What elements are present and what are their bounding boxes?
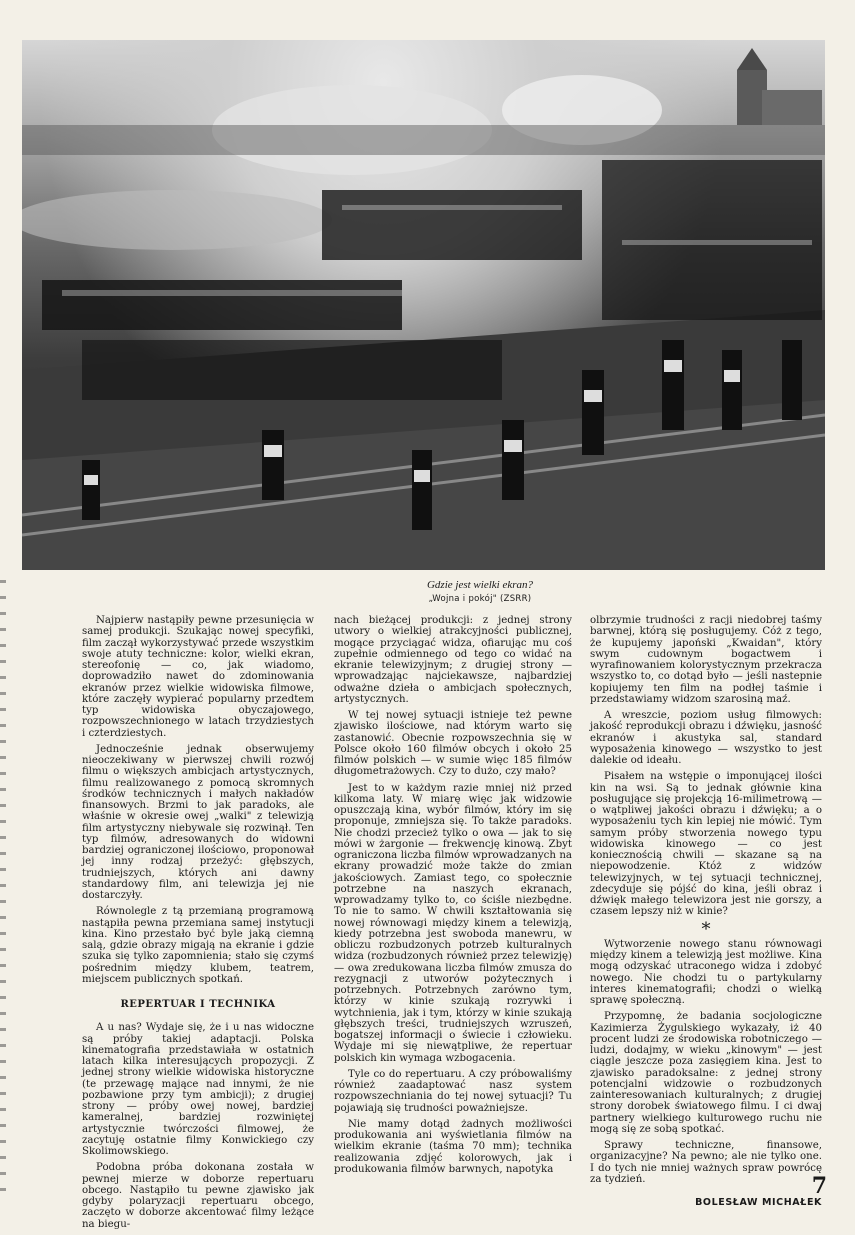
paragraph: Jednocześnie jednak obserwujemy nieoczekiwany w pierwszej chwili rozwój filmu o większych ambicjach artystycznych, filmu realizowanego z pomocą skromnych środków technicznych i małych nakładów finansowych. Brzmi to jak paradoks, ale właśnie w okresie owej „walki" z telewizją film artystyczny niebywale się rozwinął. Ten typ filmów, adresowanych do widowni bardziej ograniczonej ilościowo, proponował jej inny rodzaj przeżyć: głębszych, trudniejszych, których ani dawny standardowy film, ani telewizja jej nie dostarczyły. (82, 743, 314, 901)
caption-source: „Wojna i pokój" (ZSRR) (428, 594, 532, 604)
paragraph: Podobna próba dokonana została w pewnej mierze w doborze repertuaru obcego. Nastąpiło tu pewne zjawisko jak gdyby polaryzacji repertuaru obcego, zaczęto w doborze akcentować filmy leżące na biegu- (82, 1162, 314, 1230)
paragraph: Wytworzenie nowego stanu równowagi między kinem a telewizją jest możliwe. Kina mogą odzyskać utraconego widza i zdobyć nowego. Nie chodzi tu o partykularny interes kinematografii; chodzi o wielką sprawę społeczną. (590, 938, 822, 1006)
article-column-3 (590, 615, 822, 1208)
paragraph: W tej nowej sytuacji istnieje też pewne zjawisko ilościowe, nad którym warto się zastanowić. Obecnie rozpowszechnia się w Polsce około 160 filmów obcych i około 25 filmów polskich — w sumie więc 185 filmów długometrażowych. Czy to dużo, czy mało? (334, 710, 572, 778)
battle-scene-illustration (22, 40, 825, 570)
paragraph: Najpierw nastąpiły pewne przesunięcia w samej produkcji. Szukając nowej specyfiki, film zaczął wykorzystywać przede wszystkim swoje atuty techniczne: kolor, wielki ekran, stereofonię — co, jak wiadomo, doprowadziło nawet do zdominowania ekranów przez wielkie widowiska filmowe, które zaczęły wypierać popularny przedtem typ widowiska obyczajowego, rozpowszechnionego w latach trzydziestych i czterdziestych. (82, 615, 314, 739)
caption-title: Gdzie jest wielki ekran? (426, 579, 533, 591)
photo-caption (330, 578, 630, 606)
paragraph: Tyle co do repertuaru. A czy próbowaliśmy również zaadaptować nasz system rozpowszechniania do tej nowej sytuacji? Tu pojawiają się trudności poważniejsze. (334, 1068, 572, 1114)
film-still-photo (22, 40, 825, 570)
paragraph: Sprawy techniczne, finansowe, organizacyjne? Na pewno; ale nie tylko one. I do tych nie mniej ważnych spraw powrócę za tydzień. (590, 1140, 822, 1185)
paragraph: Pisałem na wstępie o imponującej ilości kin na wsi. Są to jednak głównie kina posługujące się projekcją 16-milimetrową — o wątpliwej jakości obrazu i dźwięku; a o wyposażeniu tych kin lepiej nie mówić. Tym samym próby stworzenia nowego typu widowiska kinowego — co jest koniecznością chwili — skazane są na niepowodzenie. Któż z widzów telewizyjnych, w tej sytuacji technicznej, zdecyduje się pójść do kina, jeśli obraz i dźwięk małego telewizora jest nie gorszy, a czasem lepszy niż w kinie? (590, 771, 822, 918)
paragraph: Nie mamy dotąd żadnych możliwości produkowania ani wyświetlania filmów na wielkim ekranie (taśma 70 mm); technika realizowania zdjęć kolorowych, jak i produkowania filmów barwnych, napotyka (334, 1118, 572, 1175)
paragraph: Przypomnę, że badania socjologiczne Kazimierza Żygulskiego wykazały, iż 40 procent ludzi ze środowiska robotniczego — ludzi, dodajmy, w wieku „kinowym" — jest ciągle jeszcze poza zasięgiem kina. Jest to zjawisko paradoksalne: z jednej strony potencjalni widzowie o rozbudzonych zainteresowaniach kulturalnych; z drugiej strony dorobek światowego filmu. I ci dwaj partnery wielkiego kulturowego ruchu nie mogą się ze sobą spotkać. (590, 1011, 822, 1135)
article-column-1 (82, 615, 314, 1235)
paragraph: Równolegle z tą przemianą programową nastąpiła pewna przemiana samej instytucji kina. Kino przestało być byle jaką ciemną salą, gdzie obrazy migają na ekranie i gdzie szuka się tylko zapomnienia; stało się czymś pośrednim między klubem, teatrem, miejscem publicznych spotkań. (82, 906, 314, 985)
author-byline: BOLESŁAW MICHAŁEK (695, 1197, 822, 1208)
paragraph: olbrzymie trudności z racji niedobrej taśmy barwnej, którą się posługujemy. Cóż z tego, że kupujemy japoński „Kwaidan", który swym cudownym bogactwem i wyrafinowaniem kolorystycznym przekracza wszystko to, co dotąd było — jeśli nastepnie kopiujemy ten film na podłej taśmie i przedstawiamy widzom szarosiną maź. (590, 615, 822, 705)
paragraph: Jest to w każdym razie mniej niż przed kilkoma laty. W miarę więc jak widzowie opuszczają kina, wybór filmów, który im się proponuje, zmniejsza się. To także paradoks. Nie chodzi przecież tylko o owa — jak to się mówi w żargonie — frekwencję kinową. Zbyt ograniczona liczba filmów wprowadzanych na ekrany prowadzić może także do zmian jakościowych. Zamiast tego, co społecznie potrzebne na naszych ekranach, wprowadzamy tylko to, co ściśle niezbędne. To nie to samo. W chwili kształtowania się nowej równowagi między kinem a telewizją, kiedy potrzebna jest swoboda manewru, w obliczu rozbudzonych potrzeb kulturalnych widza (rozbudzonych również przez telewizję) — owa zredukowana liczba filmów zmusza do rezygnacji z utworów pożytecznych i potrzebnych. Potrzebnych zarówno tym, którzy w kinie szukają rozrywki i wytchnienia, jak i tym, którzy w kinie szukają głębszych treści, trudniejszych wzruszeń, bogatszej informacji o świecie i człowieku. Wydaje mi się niewątpliwe, że repertuar polskich kin wymaga wzbogacenia. (334, 782, 572, 1064)
paragraph: nach bieżącej produkcji: z jednej strony utwory o wielkiej atrakcyjności publicznej, mogące przyciągać widza, ofiarując mu coś zupełnie odmiennego od tego co widać na ekranie telewizyjnym; z drugiej strony — wprowadzając najciekawsze, najbardziej odważne dzieła o ambicjach społecznych, artystycznych. (334, 615, 572, 705)
paragraph: A u nas? Wydaje się, że i u nas widoczne są próby takiej adaptacji. Polska kinematografia przedstawiała w ostatnich latach kilka interesujących propozycji. Z jednej strony wielkie widowiska historyczne (te przewagę mające nad innymi, że nie pozbawione przy tym ambicji); z drugiej strony — próby owej nowej, bardziej kameralnej, bardziej rozwiniętej artystycznie twórczości filmowej, że zacytuję ostatnie filmy Konwickiego czy Skolimowskiego. (82, 1022, 314, 1157)
paragraph: A wreszcie, poziom usług filmowych: jakość reprodukcji obrazu i dźwięku, jasność ekranów i akustyka sal, standard wyposażenia kinowego — wszystko to jest dalekie od ideału. (590, 710, 822, 766)
article-column-2 (334, 615, 572, 1180)
left-edge-marks (0, 580, 6, 1200)
section-heading: REPERTUAR I TECHNIKA (120, 999, 276, 1010)
section-separator-star: * (701, 918, 711, 940)
page-number: 7 (811, 1173, 827, 1199)
